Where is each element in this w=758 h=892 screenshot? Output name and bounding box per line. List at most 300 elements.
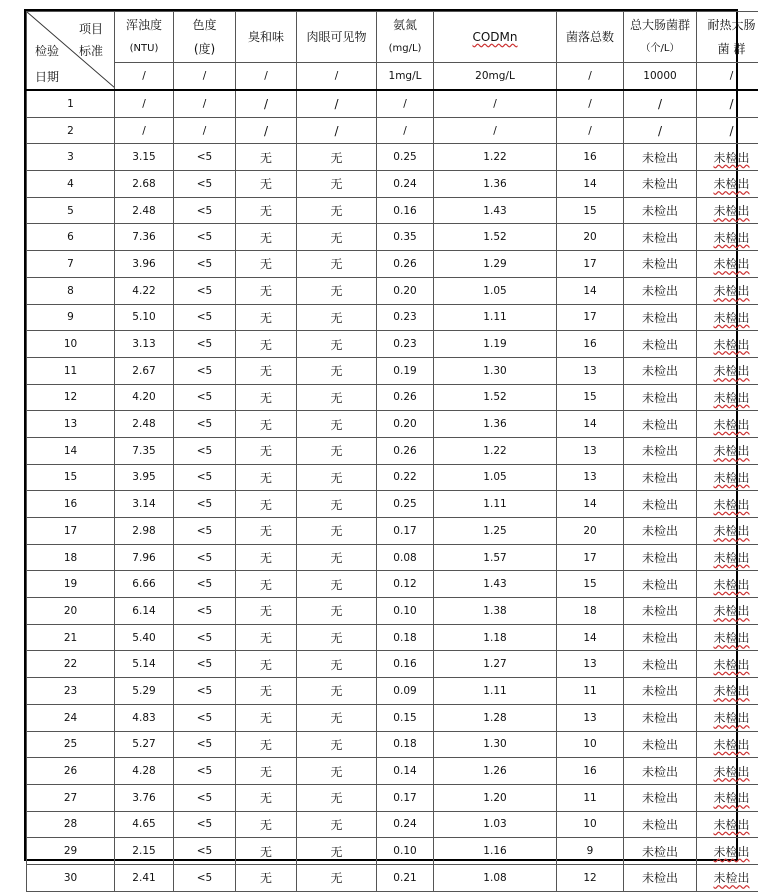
color-cell: <5 — [174, 437, 236, 464]
visible-matter-cell: 无 — [297, 704, 377, 731]
column-header-unit: 菌 群 — [697, 37, 758, 61]
turbidity-cell: 2.98 — [115, 518, 174, 545]
colony-count-cell: 20 — [557, 224, 624, 251]
codmn-cell: 1.20 — [434, 784, 557, 811]
date-cell: 17 — [27, 518, 115, 545]
table-row — [27, 544, 758, 571]
thermotolerant-coliform-cell: 未检出 — [697, 784, 758, 811]
thermotolerant-coliform-cell: 未检出 — [697, 171, 758, 198]
visible-matter-cell: 无 — [297, 357, 377, 384]
coliform-cell: 未检出 — [624, 171, 697, 198]
codmn-cell: 1.27 — [434, 651, 557, 678]
date-cell: 20 — [27, 598, 115, 625]
date-cell: 1 — [27, 90, 115, 117]
codmn-cell: 1.16 — [434, 838, 557, 865]
table-row — [27, 598, 758, 625]
colony-count-cell: 14 — [557, 277, 624, 304]
color-cell: <5 — [174, 518, 236, 545]
ammonia-cell: 0.26 — [377, 251, 434, 278]
thermotolerant-coliform-cell: 未检出 — [697, 758, 758, 785]
codmn-cell: 1.57 — [434, 544, 557, 571]
odor-cell: 无 — [236, 357, 297, 384]
column-header-6 — [434, 12, 557, 63]
colony-count-cell: 15 — [557, 384, 624, 411]
color-cell: <5 — [174, 357, 236, 384]
color-cell: <5 — [174, 304, 236, 331]
coliform-cell: 未检出 — [624, 224, 697, 251]
color-cell: <5 — [174, 624, 236, 651]
thermotolerant-coliform-cell: 未检出 — [697, 277, 758, 304]
coliform-cell: / — [624, 90, 697, 117]
codmn-cell: 1.22 — [434, 437, 557, 464]
codmn-cell: / — [434, 90, 557, 117]
ammonia-cell: 0.14 — [377, 758, 434, 785]
ammonia-cell: 0.20 — [377, 411, 434, 438]
ammonia-cell: 0.25 — [377, 491, 434, 518]
coliform-cell: 未检出 — [624, 144, 697, 171]
thermotolerant-coliform-cell: 未检出 — [697, 357, 758, 384]
ammonia-cell: 0.08 — [377, 544, 434, 571]
odor-cell: 无 — [236, 838, 297, 865]
date-cell: 8 — [27, 277, 115, 304]
date-cell: 21 — [27, 624, 115, 651]
ammonia-cell: 0.18 — [377, 624, 434, 651]
codmn-cell: 1.25 — [434, 518, 557, 545]
ammonia-cell: 0.19 — [377, 357, 434, 384]
thermotolerant-coliform-cell: 未检出 — [697, 598, 758, 625]
ammonia-cell: 0.12 — [377, 571, 434, 598]
ammonia-cell: 0.09 — [377, 678, 434, 705]
turbidity-cell: 3.14 — [115, 491, 174, 518]
date-cell: 26 — [27, 758, 115, 785]
visible-matter-cell: 无 — [297, 784, 377, 811]
ammonia-cell: 0.10 — [377, 838, 434, 865]
colony-count-cell: 13 — [557, 357, 624, 384]
standard-cell: 20mg/L — [434, 63, 557, 91]
date-cell: 19 — [27, 571, 115, 598]
corner-date-label: 日期 — [35, 68, 59, 85]
thermotolerant-coliform-cell: 未检出 — [697, 251, 758, 278]
standard-row — [27, 63, 758, 91]
column-header-unit: (mg/L) — [377, 37, 433, 61]
turbidity-cell: 3.96 — [115, 251, 174, 278]
ammonia-cell: / — [377, 90, 434, 117]
table-row — [27, 251, 758, 278]
codmn-cell: 1.26 — [434, 758, 557, 785]
ammonia-cell: 0.21 — [377, 864, 434, 891]
ammonia-cell: 0.23 — [377, 304, 434, 331]
codmn-cell: 1.11 — [434, 678, 557, 705]
coliform-cell: 未检出 — [624, 437, 697, 464]
column-header-title: 臭和味 — [236, 25, 296, 49]
colony-count-cell: 14 — [557, 171, 624, 198]
visible-matter-cell: 无 — [297, 277, 377, 304]
date-cell: 23 — [27, 678, 115, 705]
thermotolerant-coliform-cell: 未检出 — [697, 411, 758, 438]
standard-cell: 10000 — [624, 63, 697, 91]
thermotolerant-coliform-cell: 未检出 — [697, 304, 758, 331]
ammonia-cell: / — [377, 117, 434, 144]
date-cell: 28 — [27, 811, 115, 838]
visible-matter-cell: 无 — [297, 144, 377, 171]
color-cell: <5 — [174, 171, 236, 198]
visible-matter-cell: 无 — [297, 331, 377, 358]
table-row — [27, 171, 758, 198]
coliform-cell: 未检出 — [624, 598, 697, 625]
codmn-cell: 1.52 — [434, 384, 557, 411]
color-cell: <5 — [174, 731, 236, 758]
thermotolerant-coliform-cell: 未检出 — [697, 678, 758, 705]
colony-count-cell: 10 — [557, 811, 624, 838]
coliform-cell: 未检出 — [624, 624, 697, 651]
thermotolerant-coliform-cell: / — [697, 117, 758, 144]
table-row — [27, 197, 758, 224]
colony-count-cell: 11 — [557, 678, 624, 705]
standard-cell: / — [297, 63, 377, 91]
codmn-cell: 1.08 — [434, 864, 557, 891]
data-table — [26, 11, 758, 892]
coliform-cell: 未检出 — [624, 464, 697, 491]
table-row — [27, 144, 758, 171]
visible-matter-cell: 无 — [297, 758, 377, 785]
codmn-cell: 1.36 — [434, 171, 557, 198]
turbidity-cell: 6.66 — [115, 571, 174, 598]
visible-matter-cell: 无 — [297, 811, 377, 838]
ammonia-cell: 0.10 — [377, 598, 434, 625]
date-cell: 6 — [27, 224, 115, 251]
turbidity-cell: 4.65 — [115, 811, 174, 838]
ammonia-cell: 0.35 — [377, 224, 434, 251]
header-row — [27, 12, 758, 63]
coliform-cell: 未检出 — [624, 544, 697, 571]
thermotolerant-coliform-cell: 未检出 — [697, 704, 758, 731]
turbidity-cell: 5.14 — [115, 651, 174, 678]
color-cell: <5 — [174, 678, 236, 705]
standard-cell: / — [115, 63, 174, 91]
date-cell: 15 — [27, 464, 115, 491]
ammonia-cell: 0.20 — [377, 277, 434, 304]
column-header-2 — [174, 12, 236, 63]
odor-cell: 无 — [236, 704, 297, 731]
visible-matter-cell: 无 — [297, 571, 377, 598]
codmn-cell: 1.18 — [434, 624, 557, 651]
date-cell: 14 — [27, 437, 115, 464]
color-cell: <5 — [174, 277, 236, 304]
codmn-cell: 1.03 — [434, 811, 557, 838]
ammonia-cell: 0.24 — [377, 811, 434, 838]
colony-count-cell: 13 — [557, 704, 624, 731]
odor-cell: 无 — [236, 784, 297, 811]
coliform-cell: 未检出 — [624, 571, 697, 598]
table-row — [27, 704, 758, 731]
visible-matter-cell: 无 — [297, 304, 377, 331]
codmn-cell: 1.43 — [434, 197, 557, 224]
odor-cell: 无 — [236, 651, 297, 678]
ammonia-cell: 0.23 — [377, 331, 434, 358]
odor-cell: 无 — [236, 864, 297, 891]
color-cell: <5 — [174, 651, 236, 678]
table-row — [27, 491, 758, 518]
date-cell: 30 — [27, 864, 115, 891]
standard-cell: 1mg/L — [377, 63, 434, 91]
codmn-cell: 1.30 — [434, 731, 557, 758]
turbidity-cell: 6.14 — [115, 598, 174, 625]
column-header-title: 耐热大肠 — [697, 13, 758, 37]
codmn-cell: 1.38 — [434, 598, 557, 625]
column-header-1 — [115, 12, 174, 63]
turbidity-cell: 4.83 — [115, 704, 174, 731]
visible-matter-cell: 无 — [297, 464, 377, 491]
odor-cell: 无 — [236, 624, 297, 651]
standard-cell: / — [557, 63, 624, 91]
colony-count-cell: 15 — [557, 571, 624, 598]
thermotolerant-coliform-cell: 未检出 — [697, 651, 758, 678]
turbidity-cell: 5.27 — [115, 731, 174, 758]
odor-cell: 无 — [236, 811, 297, 838]
date-cell: 5 — [27, 197, 115, 224]
table-row — [27, 277, 758, 304]
thermotolerant-coliform-cell: / — [697, 90, 758, 117]
water-quality-table — [24, 9, 738, 861]
turbidity-cell: 2.15 — [115, 838, 174, 865]
coliform-cell: 未检出 — [624, 411, 697, 438]
visible-matter-cell: 无 — [297, 518, 377, 545]
standard-cell: / — [236, 63, 297, 91]
color-cell: <5 — [174, 704, 236, 731]
thermotolerant-coliform-cell: 未检出 — [697, 464, 758, 491]
table-row — [27, 90, 758, 117]
visible-matter-cell: 无 — [297, 251, 377, 278]
colony-count-cell: 13 — [557, 464, 624, 491]
color-cell: <5 — [174, 144, 236, 171]
odor-cell: 无 — [236, 277, 297, 304]
table-row — [27, 411, 758, 438]
odor-cell: / — [236, 90, 297, 117]
table-row — [27, 731, 758, 758]
thermotolerant-coliform-cell: 未检出 — [697, 197, 758, 224]
table-row — [27, 811, 758, 838]
turbidity-cell: 3.95 — [115, 464, 174, 491]
colony-count-cell: 14 — [557, 624, 624, 651]
odor-cell: 无 — [236, 331, 297, 358]
corner-header-cell — [27, 12, 115, 91]
color-cell: <5 — [174, 598, 236, 625]
visible-matter-cell: 无 — [297, 224, 377, 251]
coliform-cell: 未检出 — [624, 251, 697, 278]
color-cell: <5 — [174, 251, 236, 278]
turbidity-cell: 4.20 — [115, 384, 174, 411]
visible-matter-cell: 无 — [297, 678, 377, 705]
turbidity-cell: / — [115, 90, 174, 117]
coliform-cell: / — [624, 117, 697, 144]
colony-count-cell: 15 — [557, 197, 624, 224]
thermotolerant-coliform-cell: 未检出 — [697, 571, 758, 598]
column-header-title: 色度 — [174, 13, 235, 37]
date-cell: 22 — [27, 651, 115, 678]
colony-count-cell: 10 — [557, 731, 624, 758]
standard-cell: / — [174, 63, 236, 91]
turbidity-cell: 7.36 — [115, 224, 174, 251]
thermotolerant-coliform-cell: 未检出 — [697, 331, 758, 358]
column-header-8 — [624, 12, 697, 63]
color-cell: <5 — [174, 411, 236, 438]
ammonia-cell: 0.24 — [377, 171, 434, 198]
odor-cell: 无 — [236, 144, 297, 171]
color-cell: <5 — [174, 544, 236, 571]
date-cell: 11 — [27, 357, 115, 384]
visible-matter-cell: 无 — [297, 838, 377, 865]
codmn-cell: 1.11 — [434, 491, 557, 518]
column-header-unit: (NTU) — [115, 37, 173, 61]
thermotolerant-coliform-cell: 未检出 — [697, 864, 758, 891]
ammonia-cell: 0.16 — [377, 651, 434, 678]
date-cell: 12 — [27, 384, 115, 411]
visible-matter-cell: / — [297, 90, 377, 117]
column-header-5 — [377, 12, 434, 63]
corner-item-label: 项目 — [79, 20, 103, 37]
thermotolerant-coliform-cell: 未检出 — [697, 491, 758, 518]
column-header-title: 氨氮 — [377, 13, 433, 37]
thermotolerant-coliform-cell: 未检出 — [697, 731, 758, 758]
thermotolerant-coliform-cell: 未检出 — [697, 384, 758, 411]
date-cell: 13 — [27, 411, 115, 438]
color-cell: <5 — [174, 384, 236, 411]
table-row — [27, 651, 758, 678]
odor-cell: 无 — [236, 251, 297, 278]
odor-cell: 无 — [236, 571, 297, 598]
odor-cell: 无 — [236, 171, 297, 198]
colony-count-cell: 17 — [557, 251, 624, 278]
date-cell: 10 — [27, 331, 115, 358]
date-cell: 2 — [27, 117, 115, 144]
odor-cell: 无 — [236, 437, 297, 464]
table-row — [27, 864, 758, 891]
color-cell: <5 — [174, 224, 236, 251]
codmn-cell: / — [434, 117, 557, 144]
turbidity-cell: 7.96 — [115, 544, 174, 571]
column-header-unit: （个/L） — [624, 37, 696, 61]
visible-matter-cell: / — [297, 117, 377, 144]
colony-count-cell: 13 — [557, 437, 624, 464]
table-row — [27, 117, 758, 144]
codmn-cell: 1.43 — [434, 571, 557, 598]
table-row — [27, 331, 758, 358]
date-cell: 4 — [27, 171, 115, 198]
ammonia-cell: 0.18 — [377, 731, 434, 758]
odor-cell: 无 — [236, 304, 297, 331]
color-cell: <5 — [174, 331, 236, 358]
ammonia-cell: 0.26 — [377, 437, 434, 464]
table-row — [27, 224, 758, 251]
color-cell: <5 — [174, 464, 236, 491]
ammonia-cell: 0.15 — [377, 704, 434, 731]
odor-cell: 无 — [236, 678, 297, 705]
coliform-cell: 未检出 — [624, 704, 697, 731]
colony-count-cell: 16 — [557, 144, 624, 171]
table-row — [27, 838, 758, 865]
thermotolerant-coliform-cell: 未检出 — [697, 624, 758, 651]
colony-count-cell: 11 — [557, 784, 624, 811]
coliform-cell: 未检出 — [624, 277, 697, 304]
codmn-cell: 1.52 — [434, 224, 557, 251]
coliform-cell: 未检出 — [624, 304, 697, 331]
turbidity-cell: 4.28 — [115, 758, 174, 785]
odor-cell: 无 — [236, 197, 297, 224]
table-row — [27, 624, 758, 651]
turbidity-cell: 5.29 — [115, 678, 174, 705]
date-cell: 7 — [27, 251, 115, 278]
column-header-title: 总大肠菌群 — [624, 13, 696, 37]
coliform-cell: 未检出 — [624, 678, 697, 705]
odor-cell: 无 — [236, 411, 297, 438]
turbidity-cell: 3.76 — [115, 784, 174, 811]
visible-matter-cell: 无 — [297, 384, 377, 411]
visible-matter-cell: 无 — [297, 731, 377, 758]
coliform-cell: 未检出 — [624, 784, 697, 811]
color-cell: <5 — [174, 811, 236, 838]
turbidity-cell: 4.22 — [115, 277, 174, 304]
ammonia-cell: 0.25 — [377, 144, 434, 171]
color-cell: <5 — [174, 784, 236, 811]
thermotolerant-coliform-cell: 未检出 — [697, 224, 758, 251]
column-header-title: CODMn — [434, 25, 556, 49]
ammonia-cell: 0.17 — [377, 784, 434, 811]
colony-count-cell: 20 — [557, 518, 624, 545]
coliform-cell: 未检出 — [624, 811, 697, 838]
colony-count-cell: 17 — [557, 544, 624, 571]
table-row — [27, 758, 758, 785]
corner-test-label: 检验 — [35, 42, 59, 59]
codmn-cell: 1.22 — [434, 144, 557, 171]
date-cell: 25 — [27, 731, 115, 758]
coliform-cell: 未检出 — [624, 758, 697, 785]
colony-count-cell: 16 — [557, 331, 624, 358]
odor-cell: 无 — [236, 384, 297, 411]
visible-matter-cell: 无 — [297, 544, 377, 571]
visible-matter-cell: 无 — [297, 624, 377, 651]
table-row — [27, 678, 758, 705]
colony-count-cell: / — [557, 90, 624, 117]
turbidity-cell: 3.15 — [115, 144, 174, 171]
thermotolerant-coliform-cell: 未检出 — [697, 518, 758, 545]
visible-matter-cell: 无 — [297, 171, 377, 198]
table-row — [27, 437, 758, 464]
turbidity-cell: / — [115, 117, 174, 144]
table-row — [27, 464, 758, 491]
thermotolerant-coliform-cell: 未检出 — [697, 811, 758, 838]
turbidity-cell: 7.35 — [115, 437, 174, 464]
codmn-cell: 1.05 — [434, 277, 557, 304]
turbidity-cell: 2.48 — [115, 411, 174, 438]
colony-count-cell: 14 — [557, 411, 624, 438]
table-row — [27, 304, 758, 331]
corner-standard-label: 标准 — [79, 42, 103, 59]
date-cell: 16 — [27, 491, 115, 518]
odor-cell: 无 — [236, 731, 297, 758]
codmn-cell: 1.30 — [434, 357, 557, 384]
coliform-cell: 未检出 — [624, 838, 697, 865]
date-cell: 9 — [27, 304, 115, 331]
standard-cell: / — [697, 63, 758, 91]
odor-cell: 无 — [236, 758, 297, 785]
color-cell: / — [174, 90, 236, 117]
odor-cell: 无 — [236, 491, 297, 518]
odor-cell: 无 — [236, 464, 297, 491]
codmn-cell: 1.36 — [434, 411, 557, 438]
column-header-3 — [236, 12, 297, 63]
coliform-cell: 未检出 — [624, 357, 697, 384]
codmn-cell: 1.19 — [434, 331, 557, 358]
